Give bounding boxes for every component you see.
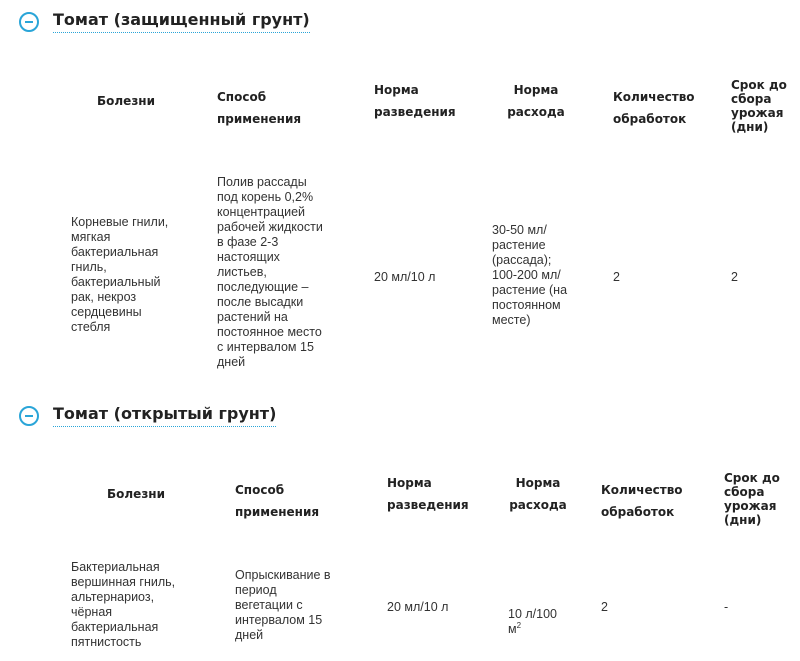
header-consumption: Норма расхода: [509, 476, 567, 512]
cell-disease: Корневые гнили, мягкая бактериальная гниль, бактериальный рак, некроз сердцевины стебля: [71, 215, 169, 334]
header-dilution: Норма разведения: [387, 476, 469, 512]
section-tomato-open: [0, 395, 800, 661]
cell-dilution: 20 мл/10 л: [374, 270, 436, 284]
consumption-value: 10 л/100 м: [508, 607, 557, 636]
header-method: Способ применения: [235, 483, 320, 519]
cell-method: Полив рассады под корень 0,2% концентрацией рабочей жидкости в фазе 2-3 настоящих листьев, последующие – после высадки растений на постоянное место с интервалом 15 дней: [217, 175, 323, 369]
cell-treatments: 2: [613, 270, 620, 284]
header-dilution: Норма разведения: [374, 83, 456, 119]
header-treatments: Количество обработок: [613, 90, 695, 126]
cell-harvest: 2: [731, 270, 738, 284]
cell-dilution: 20 мл/10 л: [387, 600, 449, 614]
cell-method: Опрыскивание в период вегетации с интервалом 15 дней: [235, 568, 331, 642]
section-header-tomato-open[interactable]: [19, 404, 276, 427]
cell-treatments: 2: [601, 600, 608, 614]
header-method: Способ применения: [217, 90, 302, 126]
collapse-icon[interactable]: [19, 12, 39, 32]
superscript-squared: 2: [516, 620, 522, 630]
section-header-tomato-protected[interactable]: [19, 10, 310, 33]
header-disease: Болезни: [97, 94, 155, 108]
header-treatments: Количество обработок: [601, 483, 683, 519]
cell-harvest: -: [724, 600, 729, 614]
header-harvest: Срок до сбора урожая (дни): [731, 78, 787, 134]
cell-disease: Бактериальная вершинная гниль, альтернариоз, чёрная бактериальная пятнистость: [71, 560, 176, 649]
cell-consumption: 30-50 мл/ растение (рассада); 100-200 мл/ растение (на постоянном месте): [492, 223, 568, 327]
header-consumption: Норма расхода: [507, 83, 565, 119]
header-harvest: Срок до сбора урожая (дни): [724, 471, 780, 527]
header-disease: Болезни: [107, 487, 165, 501]
section-title[interactable]: Томат (открытый грунт): [53, 404, 276, 427]
section-title[interactable]: Томат (защищенный грунт): [53, 10, 310, 33]
collapse-icon[interactable]: [19, 406, 39, 426]
cell-consumption: [508, 592, 557, 637]
